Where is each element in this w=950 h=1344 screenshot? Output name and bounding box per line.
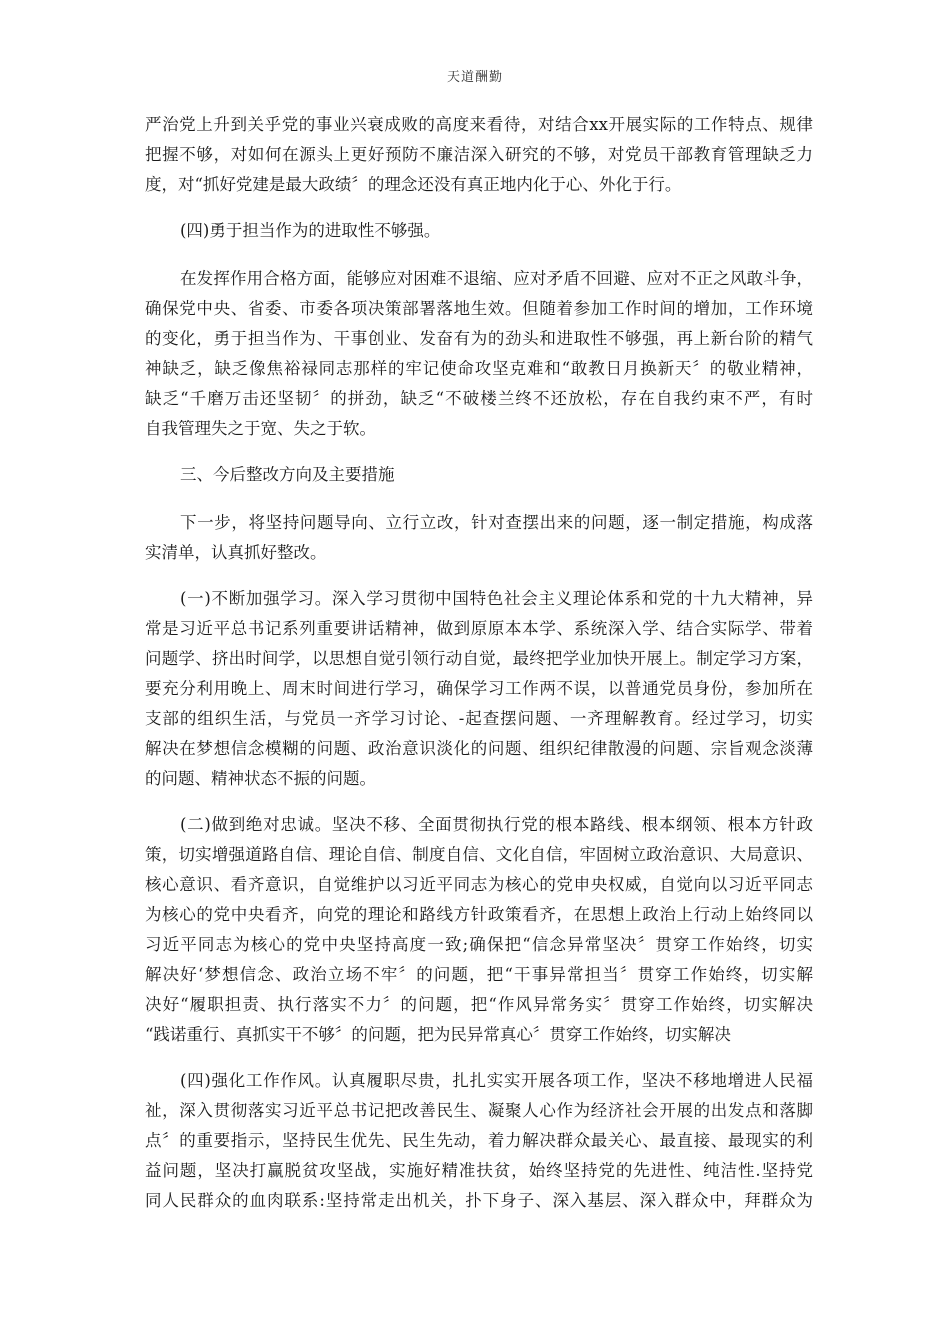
text-line: 核心意识、看齐意识，自觉维护以习近平同志为核心的党申央权威，自觉向以习近平同志	[145, 875, 813, 894]
text-line: 度，对“抓好党建是最大政绩〞的理念还没有真正地内化于心、外化于行。	[145, 175, 682, 194]
heading-text: (四)勇于担当作为的进取性不够强。	[180, 221, 441, 240]
text-line: 确保党中央、省委、市委各项决策部署落地生效。但随着参加工作时间的增加，工作环境	[145, 299, 813, 318]
paragraph-6	[145, 584, 813, 794]
paragraph-7	[145, 810, 813, 1050]
text-line: 解决好‘梦想信念、政治立场不牢〞的问题，把“干事异常担当〞贯穿工作始终，切实解	[145, 965, 813, 984]
section-heading-4	[145, 216, 813, 246]
document-body	[145, 110, 813, 1232]
text-line: 常是习近平总书记系列重要讲话精神，做到原原本本学、系统深入学、结合实际学、带着	[145, 619, 813, 638]
text-line: 问题学、挤出时间学，以思想自觉引领行动自觉，最终把学业加快开展上。制定学习方案，	[145, 649, 813, 668]
text-line: 解决在梦想信念模糊的问题、政治意识淡化的问题、组织纪律散漫的问题、宗旨观念淡薄	[145, 739, 813, 758]
text-line: 下一步，将坚持问题导向、立行立改，针对查摆出来的问题，逐一制定措施，构成落	[180, 513, 813, 532]
text-line: 习近平同志为核心的党中央坚持高度一致;确保把“信念异常坚决〞贯穿工作始终，切实	[145, 935, 813, 954]
text-line: 为核心的党中央看齐，向党的理论和路线方针政策看齐，在思想上政治上行动上始终同以	[145, 905, 813, 924]
text-line: (四)强化工作作风。认真履职尽贵，扎扎实实开展各项工作，坚决不移地增进人民福	[180, 1071, 813, 1090]
text-line: “践诺重行、真抓实干不够〞的问题，把为民异常真心〞贯穿工作始终，切实解决	[145, 1025, 731, 1044]
text-line: 严治党上升到关乎党的事业兴衰成败的高度来看待，对结合xx开展实际的工作特点、规律	[145, 115, 813, 134]
text-line: 把握不够，对如何在源头上更好预防不廉洁深入研究的不够，对党员干部教育管理缺乏力	[145, 145, 813, 164]
text-line: (二)做到绝对忠诚。坚决不移、全面贯彻执行党的根本路线、根本纲领、根本方针政	[180, 815, 813, 834]
section-heading-3	[145, 460, 813, 490]
text-line: 决好“履职担责、执行落实不力〞的问题，把“作风异常务实〞贯穿工作始终，切实解决	[145, 995, 813, 1014]
text-line: (一)不断加强学习。深入学习贯彻中国特色社会主义理论体系和党的十九大精神，异	[180, 589, 813, 608]
page-header: 天道酬勤	[446, 70, 503, 85]
text-line: 缺乏“千磨万击还坚韧〞的拼劲，缺乏“不破楼兰终不还放松，存在自我约束不严，有时	[145, 389, 813, 408]
text-line: 神缺乏，缺乏像焦裕禄同志那样的牢记使命攻坚克难和“敢教日月换新天〞的敬业精神，	[145, 359, 813, 378]
heading-text: 三、今后整改方向及主要措施	[180, 465, 395, 484]
text-line: 在发挥作用合格方面，能够应对困难不退缩、应对矛盾不回避、应对不正之风敢斗争，	[180, 269, 813, 288]
paragraph-8	[145, 1066, 813, 1216]
paragraph-3	[145, 264, 813, 444]
text-line: 祉，深入贯彻落实习近平总书记把改善民生、凝聚人心作为经济社会开展的出发点和落脚	[145, 1101, 813, 1120]
text-line: 的问题、精神状态不振的问题。	[145, 769, 376, 788]
text-line: 同人民群众的血肉联系:坚持常走出机关，扑下身子、深入基层、深入群众中，拜群众为	[145, 1191, 813, 1210]
paragraph-5	[145, 508, 813, 568]
text-line: 要充分利用晚上、周末时间进行学习，确保学习工作两不误，以普通党员身份，参加所在	[145, 679, 813, 698]
text-line: 实清单，认真抓好整改。	[145, 543, 327, 562]
text-line: 点〞的重要指示，坚持民生优先、民生先动，着力解决群众最关心、最直接、最现实的利	[145, 1131, 813, 1150]
text-line: 支部的组织生活，与党员一齐学习讨论、-起查摆问题、一齐理解教育。经过学习，切实	[145, 709, 813, 728]
paragraph-1	[145, 110, 813, 200]
text-line: 益问题，坚决打赢脱贫攻坚战，实施好精准扶贫，始终坚持党的先进性、纯洁性.坚持党	[145, 1161, 813, 1180]
text-line: 策，切实增强道路自信、理论自信、制度自信、文化自信，牢固树立政治意识、大局意识、	[145, 845, 813, 864]
text-line: 自我管理失之于宽、失之于软。	[145, 419, 376, 438]
text-line: 的变化，勇于担当作为、干事创业、发奋有为的劲头和进取性不够强，再上新台阶的精气	[145, 329, 813, 348]
